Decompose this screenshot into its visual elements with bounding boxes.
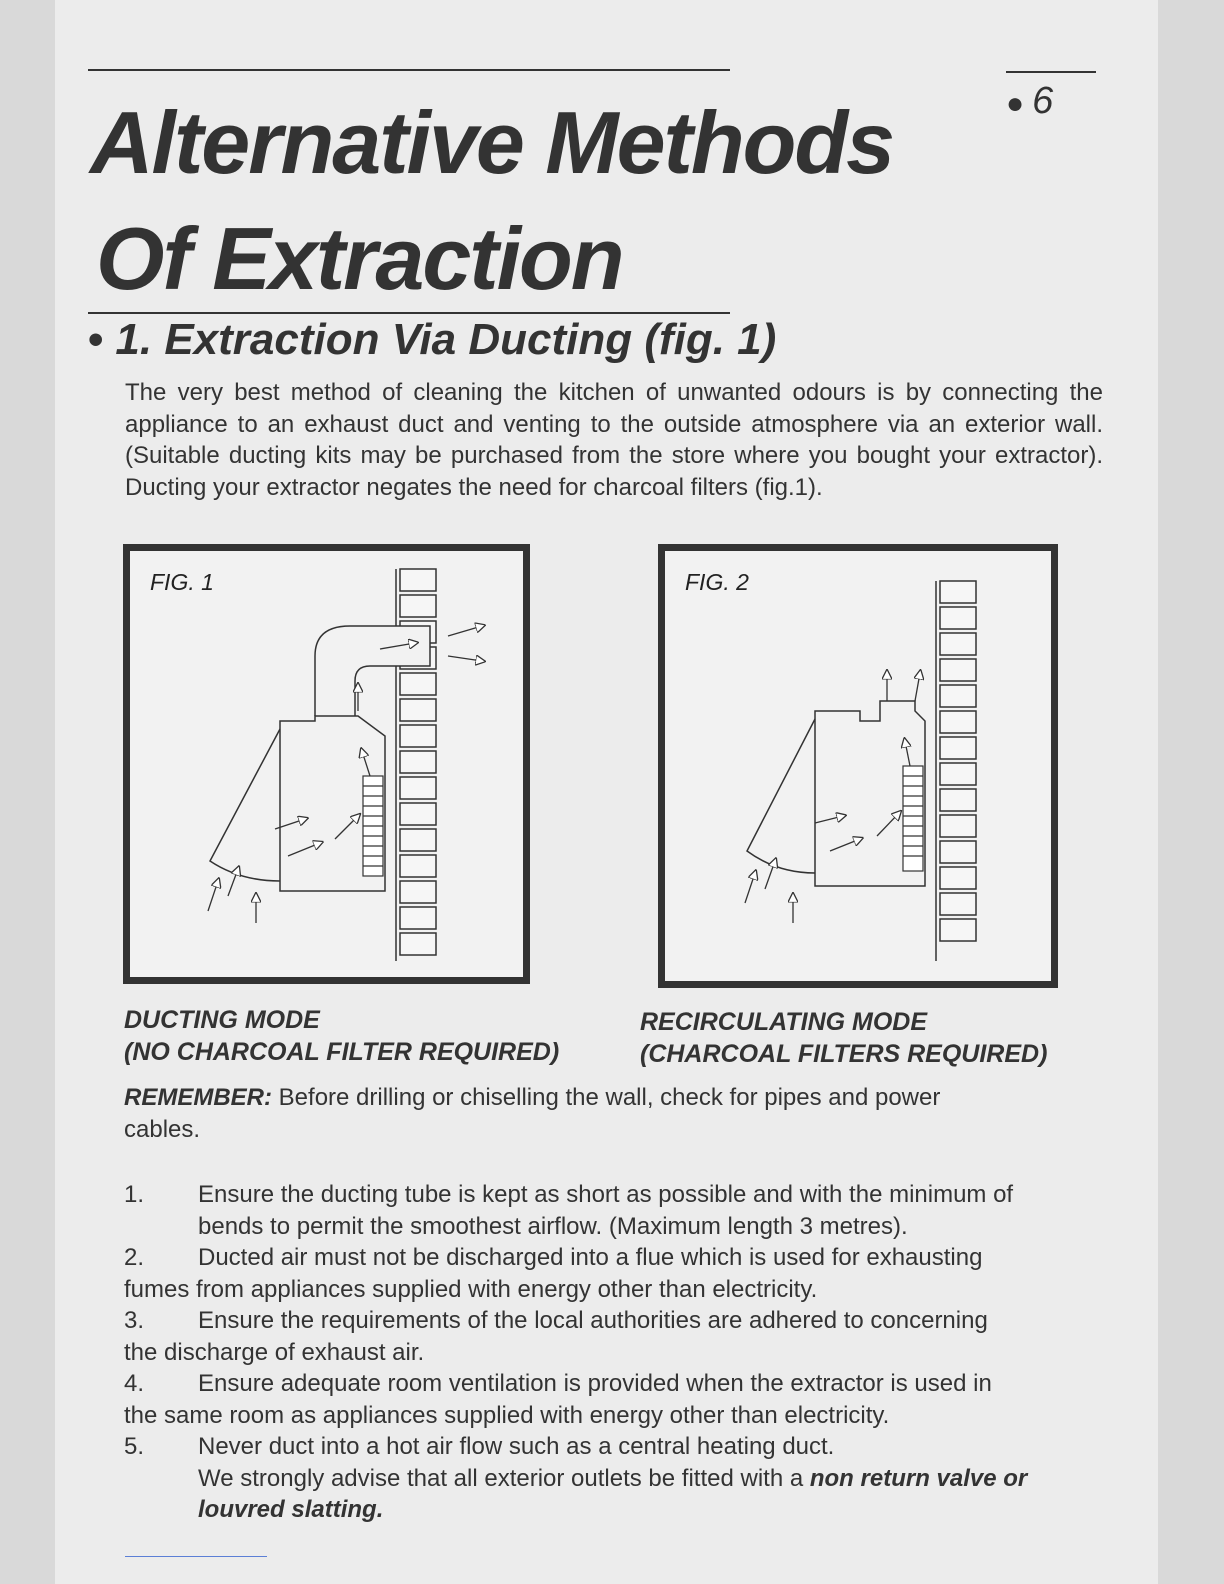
step-5-emphasis: non return valve or louvred slatting. bbox=[198, 1464, 1028, 1523]
fan bbox=[363, 776, 383, 876]
top-rule-left bbox=[88, 69, 730, 71]
figure-2 bbox=[658, 544, 1058, 988]
figure-1-caption-line-2: (NO CHARCOAL FILTER REQUIRED) bbox=[124, 1038, 560, 1066]
figure-2-caption bbox=[640, 1006, 1047, 1070]
figure-1 bbox=[123, 544, 530, 984]
list-item bbox=[124, 1305, 1099, 1368]
step-text: Ensure adequate room ventilation is provided when the extractor is used in bbox=[198, 1370, 992, 1397]
step-number: 5. bbox=[124, 1433, 145, 1460]
step-number: 2. bbox=[124, 1244, 145, 1271]
step-5-advice bbox=[124, 1463, 1099, 1526]
figure-2-caption-line-1: RECIRCULATING MODE bbox=[640, 1008, 928, 1036]
section-heading bbox=[88, 315, 776, 365]
step-text-continued: We strongly advise that all exterior outlets be fitted with a bbox=[198, 1464, 810, 1492]
step-text-continued: the same room as appliances supplied with energy other than electricity. bbox=[124, 1401, 890, 1429]
step-text: Never duct into a hot air flow such as a central heating duct. bbox=[198, 1433, 835, 1460]
title-rule bbox=[88, 312, 730, 314]
step-number: 1. bbox=[124, 1181, 145, 1208]
list-item bbox=[124, 1242, 1099, 1305]
step-number: 3. bbox=[124, 1307, 145, 1334]
footer-link-underline bbox=[125, 1556, 267, 1557]
remember-note bbox=[124, 1082, 964, 1145]
fan-2 bbox=[903, 766, 923, 871]
remember-label: REMEMBER: bbox=[124, 1084, 272, 1111]
list-item bbox=[124, 1431, 1099, 1526]
list-item bbox=[124, 1368, 1099, 1431]
step-text: Ducted air must not be discharged into a flue which is used for exhausting bbox=[198, 1244, 983, 1271]
page-number bbox=[1006, 80, 1053, 123]
figure-1-caption-line-1: DUCTING MODE bbox=[124, 1006, 320, 1034]
page-number-value: 6 bbox=[1032, 80, 1054, 122]
step-text-continued: the discharge of exhaust air. bbox=[124, 1338, 425, 1366]
hood-canopy bbox=[210, 729, 280, 881]
step-text: Ensure the ducting tube is kept as short as possible and with the minimum of bbox=[198, 1181, 1014, 1208]
remember-text: Before drilling or chiselling the wall, check for pipes and power cables. bbox=[124, 1084, 941, 1143]
list-item bbox=[124, 1179, 1099, 1242]
page-title-line-1: Alternative Methods bbox=[90, 93, 894, 192]
recirculating-diagram bbox=[665, 551, 1051, 981]
step-text-continued: bends to permit the smoothest airflow. (Maximum length 3 metres). bbox=[198, 1212, 908, 1240]
figure-2-caption-line-2: (CHARCOAL FILTERS REQUIRED) bbox=[640, 1040, 1048, 1068]
ducting-diagram bbox=[130, 551, 523, 977]
section-heading-text: 1. Extraction Via Ducting (fig. 1) bbox=[115, 315, 777, 364]
wall-bricks-2 bbox=[936, 581, 976, 961]
instruction-list bbox=[124, 1179, 1099, 1526]
page-title-line-2: Of Extraction bbox=[96, 209, 623, 308]
page-number-bullet: ● bbox=[1006, 87, 1025, 120]
figure-2-label: FIG. 2 bbox=[685, 569, 749, 595]
section-bullet: • bbox=[88, 315, 104, 364]
figure-1-label: FIG. 1 bbox=[150, 569, 214, 595]
intro-paragraph: The very best method of cleaning the kitchen of unwanted odours is by connecting the appliance to an exhaust duct and venting to the outside atmosphere via an exterior wall. (Suitable ducting kits may be purchased from the store where you bought your extractor). Ducting your extractor negates the need for charcoal filters (fig.1). bbox=[125, 379, 1103, 501]
step-text: Ensure the requirements of the local authorities are adhered to concerning bbox=[198, 1307, 988, 1334]
top-rule-right bbox=[1006, 71, 1096, 73]
figure-1-caption bbox=[124, 1004, 559, 1068]
hood-canopy-2 bbox=[747, 719, 815, 873]
step-text-continued: fumes from appliances supplied with energy other than electricity. bbox=[124, 1275, 818, 1303]
step-number: 4. bbox=[124, 1370, 145, 1397]
